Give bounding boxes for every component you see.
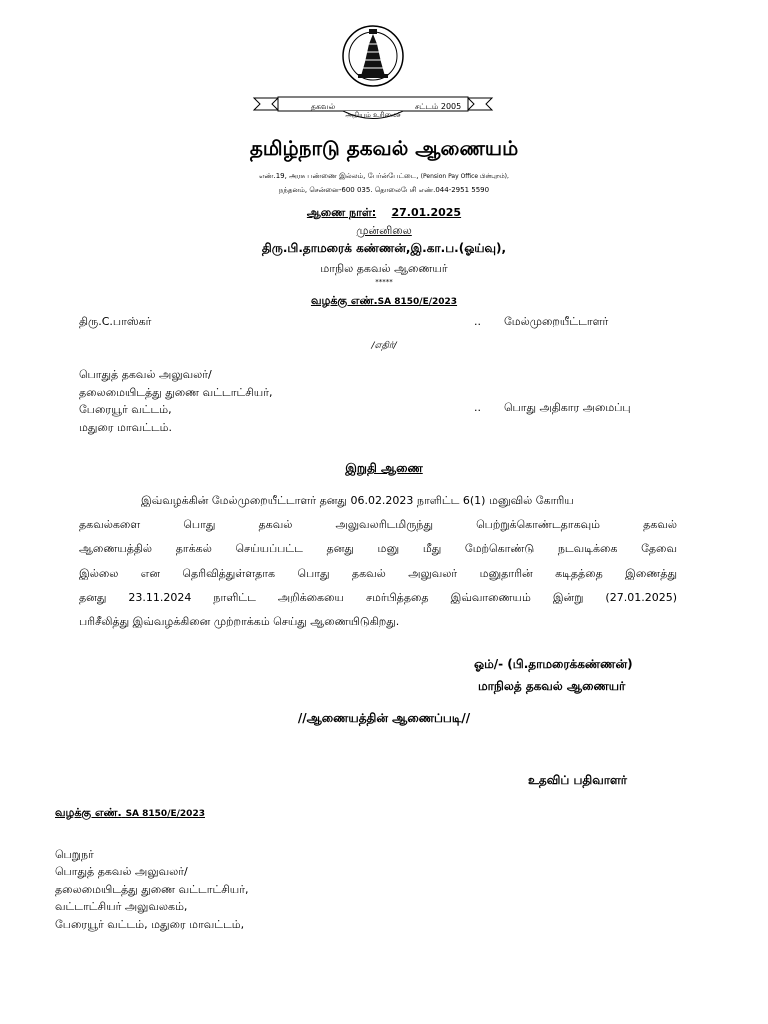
body-line: ஆணையத்தில் தாக்கல் செய்யப்பட்ட தனது மனு மீது மேற்கொண்டு நடவடிக்கை தேவை [79, 542, 677, 556]
address-street: 19, அரசு பண்ணை இல்லம், பேர்ன்பேட்டை, [275, 172, 419, 180]
recipient-block [55, 846, 248, 933]
case-label: வழக்கு எண். [310, 294, 378, 307]
appellant-dots: .. [474, 315, 481, 328]
emblem-logo [248, 14, 498, 126]
commissioner-name: திரு.பி.தாமரைக் கண்ணன்,இ.கா.ப.(ஓய்வு), [261, 241, 507, 255]
ribbon-right-text: சட்டம் 2005 [414, 102, 462, 111]
order-date-value: 27.01.2025 [391, 206, 462, 219]
recipient-line: தலைமையிடத்து துணை வட்டாட்சியர், [55, 882, 249, 896]
presence-label: முன்னிலை [356, 224, 412, 237]
document-title: தமிழ்நாடு தகவல் ஆணையம் [249, 136, 519, 160]
case-number-value: SA 8150/E/2023 [377, 297, 458, 307]
versus-label: /எதிர்/ [371, 341, 397, 351]
respondent-line: பேரையூர் வட்டம், [79, 403, 172, 417]
address-line-2: நந்தனம், சென்னை-600 035. தொலைபேசி எண்.044-2951 5590 [278, 186, 490, 194]
body-line: பரிசீலித்து இவ்வழக்கினை முற்றாக்கம் செய்து ஆணையிடுகிறது. [79, 615, 400, 629]
address-prefix: எண். [259, 172, 276, 180]
ribbon-bottom-text: அறியும் உரிமைச் [345, 111, 401, 119]
separator: ***** [375, 278, 393, 286]
case-footer-label: வழக்கு எண். [55, 806, 122, 819]
respondent-role: பொது அதிகார அமைப்பு [504, 401, 631, 414]
case-number [0, 294, 768, 309]
recipient-line: பொதுத் தகவல் அலுவலர்/ [55, 865, 188, 879]
order-body [79, 489, 677, 634]
respondent-line: தலைமையிடத்து துணை வட்டாட்சியர், [79, 385, 273, 399]
order-date-label: ஆணை நாள்: [306, 206, 377, 219]
body-line: இல்லை என தெரிவித்துள்ளதாக பொது தகவல் அலுவலர் மனுதாரின் கடிதத்தை இணைத்து [79, 566, 677, 580]
recipient-line: பெறுநர் [55, 848, 94, 861]
respondent-dots: .. [474, 401, 481, 414]
signature-line-2: மாநிலத் தகவல் ஆணையர் [478, 679, 626, 693]
address-note: (Pension Pay Office பின்புறம்), [420, 173, 509, 180]
case-footer-number: SA 8150/E/2023 [125, 809, 205, 819]
body-line: தகவல்களை பொது தகவல் அலுவலரிடமிருந்து பெற்றுக்கொண்டதாகவும் தகவல் [79, 518, 677, 532]
assistant-registrar: உதவிப் பதிவாளர் [528, 773, 628, 787]
signature-line-1: ஓம்/- (பி.தாமரைக்கண்ணன்) [474, 657, 633, 671]
case-footer [55, 806, 205, 821]
recipient-line: பேரையூர் வட்டம், மதுரை மாவட்டம், [55, 917, 245, 931]
recipient-line: வட்டாட்சியர் அலுவலகம், [55, 900, 188, 914]
order-date [0, 206, 768, 221]
body-line: இவ்வழக்கின் மேல்முறையீட்டாளர் தனது 06.02.2023 நாளிட்ட 6(1) மனுவில் கோரிய [141, 494, 574, 507]
respondent-line: மதுரை மாவட்டம். [79, 420, 172, 434]
appellant-role: மேல்முறையீட்டாளர் [504, 315, 609, 328]
appellant-name: திரு.C.பாஸ்கர் [79, 315, 152, 328]
respondent-line: பொதுத் தகவல் அலுவலர்/ [79, 368, 212, 381]
address-line-1 [0, 172, 768, 181]
ribbon-left-text: தகவல் [310, 102, 336, 111]
commissioner-title: மாநில தகவல் ஆணையர் [320, 262, 448, 275]
body-line: தனது 23.11.2024 நாளிட்ட அறிக்கையை சமர்பித்ததை இவ்வாணையம் இன்று (27.01.2025) [79, 590, 677, 604]
copy-by-order: //ஆணையத்தின் ஆணைப்படி// [297, 711, 471, 725]
final-order-heading: இறுதி ஆணை [345, 461, 423, 475]
respondent-block [79, 366, 272, 436]
